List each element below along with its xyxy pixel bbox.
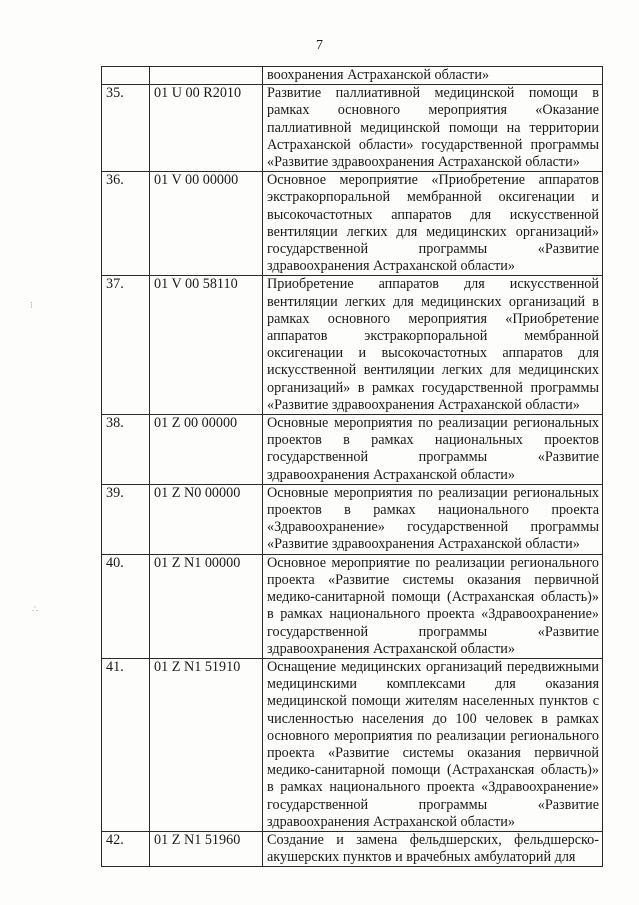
classification-code-cell: 01 Z N1 00000 — [150, 554, 263, 658]
table-row — [102, 67, 603, 85]
description-cell: воохранения Астраханской области» — [263, 67, 603, 85]
budget-classification-table — [101, 66, 603, 867]
description-cell: Основные мероприятия по реализации региональных проектов в рамках национальных проектов государственной программы «Развитие здравоохранения Астраханской области» — [263, 415, 603, 485]
row-number-cell: 38. — [102, 415, 150, 485]
table-row — [102, 658, 603, 831]
description-cell: Создание и замена фельдшерских, фельдшерско-акушерских пунктов и врачебных амбулаторий для — [263, 831, 603, 866]
table-row — [102, 172, 603, 276]
table-row — [102, 484, 603, 554]
row-number-cell — [102, 67, 150, 85]
classification-code-cell: 01 Z N1 51960 — [150, 831, 263, 866]
row-number-cell: 37. — [102, 276, 150, 415]
description-cell: Развитие паллиативной медицинской помощи в рамках основного мероприятия «Оказание паллиативной медицинской помощи на территории Астраханской области» государственной программы «Развитие здравоохранения Астраханской области» — [263, 85, 603, 172]
classification-code-cell: 01 Z 00 00000 — [150, 415, 263, 485]
scan-artifact-mark: ∴ — [32, 604, 38, 614]
row-number-cell: 41. — [102, 658, 150, 831]
classification-code-cell: 01 U 00 R2010 — [150, 85, 263, 172]
classification-code-cell — [150, 67, 263, 85]
classification-code-cell: 01 Z N0 00000 — [150, 484, 263, 554]
description-cell: Основные мероприятия по реализации региональных проектов в рамках национального проекта «Здравоохранение» государственной программы «Развитие здравоохранения Астраханской области» — [263, 484, 603, 554]
page-number: 7 — [316, 38, 323, 53]
table-row — [102, 554, 603, 658]
description-cell: Приобретение аппаратов для искусственной вентиляции легких для медицинских организаций в рамках основного мероприятия «Приобретение аппаратов экстракорпоральной мембранной оксигенации и высокочастотных аппаратов для искусственной вентиляции легких для медицинских организаций» в рамках государственной программы «Развитие здравоохранения Астраханской области» — [263, 276, 603, 415]
description-cell: Оснащение медицинских организаций передвижными медицинскими комплексами для оказания медицинской помощи жителям населенных пунктов с численностью населения до 100 человек в рамках основного мероприятия по реализации регионального проекта «Развитие системы оказания первичной медико-санитарной помощи (Астраханская область)» в рамках национального проекта «Здравоохранение» государственной программы «Развитие здравоохранения Астраханской области» — [263, 658, 603, 831]
classification-code-cell: 01 V 00 58110 — [150, 276, 263, 415]
scan-artifact-mark: ⁝ — [30, 300, 33, 310]
description-cell: Основное мероприятие «Приобретение аппаратов экстракорпоральной мембранной оксигенации и высокочастотных аппаратов для искусственной вентиляции легких для медицинских организаций» государственной программы «Развитие здравоохранения Астраханской области» — [263, 172, 603, 276]
table-row — [102, 85, 603, 172]
classification-code-cell: 01 Z N1 51910 — [150, 658, 263, 831]
row-number-cell: 35. — [102, 85, 150, 172]
row-number-cell: 42. — [102, 831, 150, 866]
row-number-cell: 39. — [102, 484, 150, 554]
table-row — [102, 276, 603, 415]
row-number-cell: 36. — [102, 172, 150, 276]
description-cell: Основное мероприятие по реализации регионального проекта «Развитие системы оказания первичной медико-санитарной помощи (Астраханская область)» в рамках национального проекта «Здравоохранение» государственной программы «Развитие здравоохранения Астраханской области» — [263, 554, 603, 658]
table-row — [102, 415, 603, 485]
classification-code-cell: 01 V 00 00000 — [150, 172, 263, 276]
row-number-cell: 40. — [102, 554, 150, 658]
table-row — [102, 831, 603, 866]
